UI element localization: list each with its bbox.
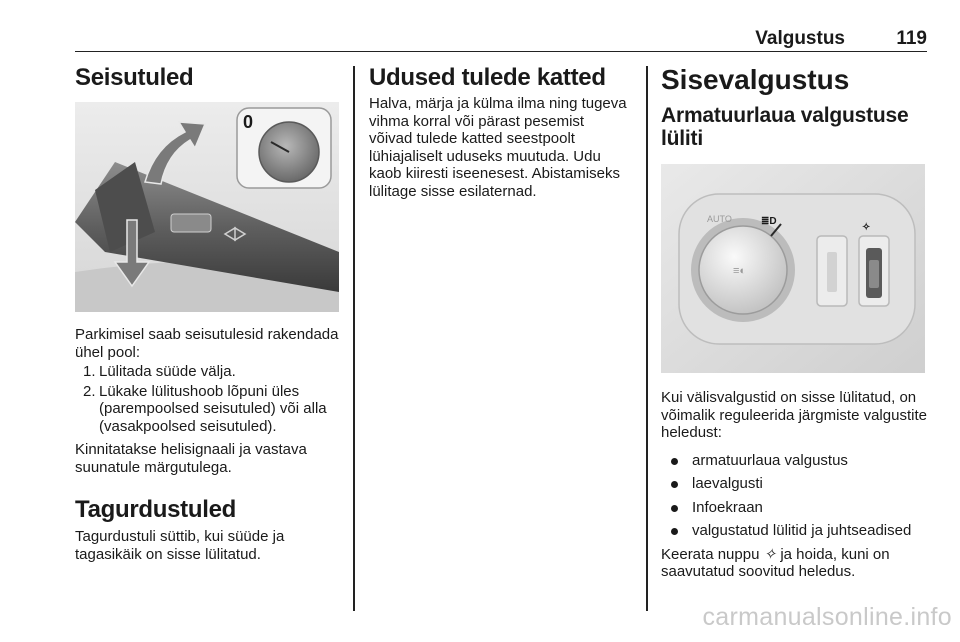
column-divider-2 [646, 66, 648, 611]
list-item: armatuurlaua valgustus [661, 452, 927, 470]
column-left [75, 64, 339, 563]
figure-label-zero: 0 [243, 112, 254, 132]
heading-sisevalgustus: Sisevalgustus [661, 64, 850, 95]
figure-label-auto: AUTO [707, 214, 732, 224]
bullet-icon [671, 505, 678, 512]
dimmer-knob-icon: ✧ [763, 545, 777, 563]
bullet-icon [671, 458, 678, 465]
column-middle [369, 64, 631, 200]
figure-stalk-switch [75, 102, 339, 312]
bullet-icon [671, 481, 678, 488]
steps-list [75, 363, 339, 435]
section-title: Valgustus [755, 28, 845, 49]
reverse-text: Tagurdustuli süttib, kui süüde ja tagasikäik on sisse lülitatud. [75, 528, 285, 563]
list-item: Infoekraan [661, 499, 927, 517]
list-item: 1. Lülitada süüde välja. [83, 363, 236, 380]
parking-intro: Parkimisel saab seisutulesid rakendada ühel pool: [75, 326, 339, 361]
bullet-list [661, 452, 927, 540]
dimmer-instruction: Keerata nuppu ✧ ja hoida, kuni on saavutatud soovitud heledus. [661, 545, 890, 580]
dimmer-icon: ✧ [862, 222, 871, 233]
list-item: valgustatud lülitid ja juhtseadised [661, 522, 927, 540]
headlight-icon: ≣D [761, 216, 777, 227]
watermark: carmanualsonline.info [702, 603, 952, 631]
bullet-icon [671, 528, 678, 535]
heading-tagurdustuled: Tagurdustuled [75, 496, 236, 523]
page-header [75, 28, 927, 52]
fog-light-icon: ≡◐ [733, 265, 747, 277]
heading-udused-katted: Udused tulede katted [369, 64, 606, 91]
confirm-text: Kinnitatakse helisignaali ja vastava suunatule märgutulega. [75, 441, 307, 476]
list-item: laevalgusti [661, 475, 927, 493]
list-item: 2. Lükake lülitushoob lõpuni üles (parempoolsed seisutuled) või alla (vasakpoolsed seisutuled). [83, 382, 327, 435]
column-right [661, 64, 927, 581]
heading-seisutuled: Seisutuled [75, 64, 194, 91]
figure-light-switch [661, 164, 925, 373]
column-divider-1 [353, 66, 355, 611]
page-number: 119 [896, 28, 927, 49]
heading-dimmer-switch: Armatuurlaua valgustuse lüliti [661, 104, 909, 150]
fog-text: Halva, märja ja külma ilma ning tugeva vihma korral või pärast pesemist võivad tulede katted seestpoolt lühiajaliselt uduseks muutuda. Udu kaob kiiresti iseenesest. Abistamiseks lülitage sisse esilaternad. [369, 95, 627, 200]
dimmer-intro: Kui välisvalgustid on sisse lülitatud, on võimalik reguleerida järgmiste valgustite heledust: [661, 389, 927, 441]
